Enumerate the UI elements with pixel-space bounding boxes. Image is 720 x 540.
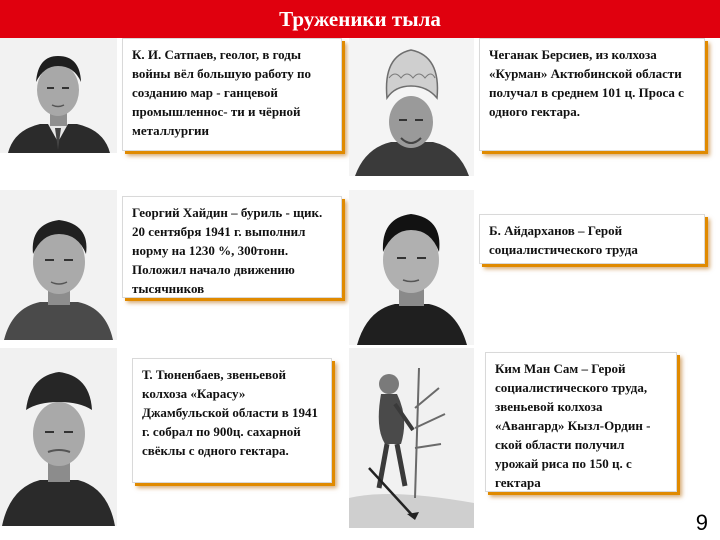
caption-kim-man-sam: Ким Ман Сам – Герой социалистического труда, звеньевой колхоза «Авангард» Кызл-Ордин - ской области получил урожай риса по 150 ц. с гектара — [485, 352, 677, 492]
caption-satpaev: К. И. Сатпаев, геолог, в годы войны вёл большую работу по созданию мар - ганцевой промышленнос- ти и чёрной металлургии — [122, 38, 342, 151]
page-number: 9 — [695, 510, 708, 535]
portrait-kim-man-sam-image — [349, 348, 474, 528]
portrait-khaidin-image — [0, 190, 117, 340]
slide-title: Труженики тыла — [0, 0, 720, 38]
portrait-bersiev-image — [349, 38, 474, 176]
caption-aidarkhanov: Б. Айдарханов – Герой социалистического труда — [479, 214, 705, 264]
caption-khaidin: Георгий Хайдин – буриль - щик. 20 сентября 1941 г. выполнил норму на 1230 %, 300тонн. Положил начало движению тысячников — [122, 196, 342, 298]
portrait-satpaev-image — [0, 38, 117, 153]
caption-tyunenbaev: Т. Тюненбаев, звеньевой колхоза «Карасу» Джамбульской области в 1941 г. собрал по 900ц. сахарной свёклы с одного гектара. — [132, 358, 332, 483]
portrait-aidarkhanov-image — [349, 190, 474, 345]
portrait-tyunenbaev-image — [0, 348, 117, 526]
caption-bersiev: Чеганак Берсиев, из колхоза «Курман» Актюбинской области получал в среднем 101 ц. Проса с одного гектара. — [479, 38, 705, 151]
